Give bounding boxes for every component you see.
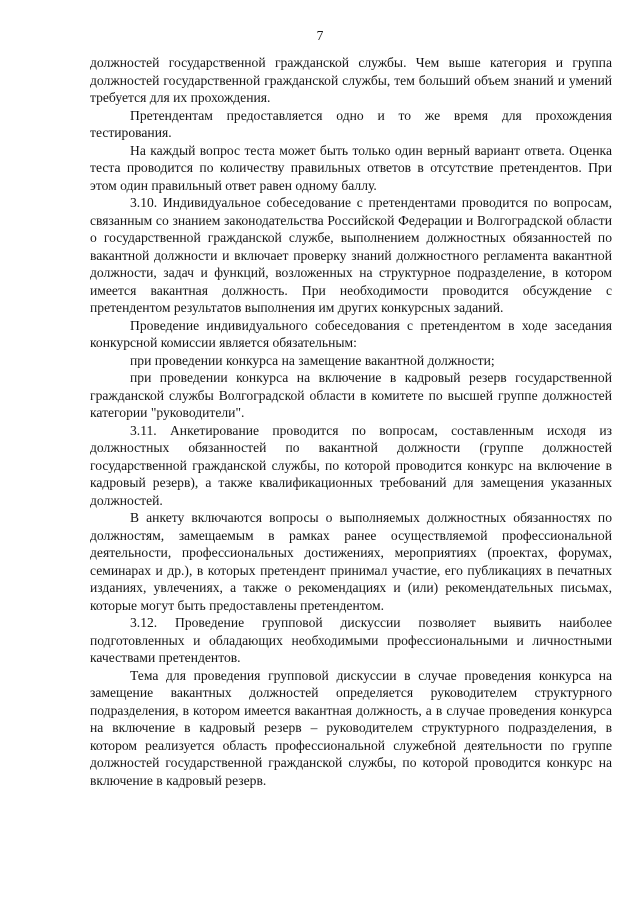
paragraph-discussion-topic: Тема для проведения групповой дискуссии в случае проведения конкурса на замещение вакантных должностей определяется руководителем структурного подразделения, в котором имеется вакантная должность, а в случае проведения конкурса на включение в кадровый резерв – руководителем структурного подразделения, в котором реализуется область профессиональной служебной деятельности по группе должностей государственной гражданской службы, по которой проводится конкурс на включение в кадровый резерв. (90, 667, 612, 788)
paragraph-testing-time: Претендентам предоставляется одно и то же время для прохождения тестирования. (90, 107, 612, 140)
paragraph-3-12-group-discussion: 3.12. Проведение групповой дискуссии позволяет выявить наиболее подготовленных и обладающих необходимыми профессиональными и личностными качествами претендентов. (90, 615, 612, 665)
paragraph-vacancy-case: при проведении конкурса на замещение вакантной должности; (130, 352, 495, 368)
page-number: 7 (316, 28, 324, 43)
paragraph-questionnaire-content: В анкету включаются вопросы о выполняемых должностных обязанностях по должностям, замещаемым в рамках ранее осуществляемой профессиональной деятельности, профессиональных достижениях, мероприятиях (проектах, форумах, семинарах и др.), в которых претендент принимал участие, его публикациях в печатных изданиях, увлечениях, а также о рекомендациях и (или) рекомендательных письмах, которые могут быть предоставлены претендентом. (90, 510, 612, 613)
paragraph-interview-mandatory: Проведение индивидуального собеседования с претендентом в ходе заседания конкурсной комиссии является обязательным: (90, 317, 612, 350)
document-body (90, 54, 612, 789)
paragraph-test-scoring: На каждый вопрос теста может быть только один верный вариант ответа. Оценка теста проводится по количеству правильных ответов в отсутствие претендентов. При этом один правильный ответ равен одному баллу. (90, 142, 612, 193)
paragraph-continuation: должностей государственной гражданской службы. Чем выше категория и группа должностей государственной гражданской службы, тем больший объем знаний и умений требуется для их прохождения. (90, 55, 612, 105)
paragraph-reserve-case: при проведении конкурса на включение в кадровый резерв государственной гражданской службы Волгоградской области в комитете по высшей группе должностей категории "руководители". (90, 370, 612, 420)
paragraph-3-10-interview: 3.10. Индивидуальное собеседование с претендентами проводится по вопросам, связанным со знанием законодательства Российской Федерации и Волгоградской области о государственной гражданской службе, выполнением должностных обязанностей по вакантной должности и включает проверку знаний должностного регламента вакантной должности, задач и функций, возложенных на структурное подразделение, в котором имеется вакантная должность. При необходимости проводится обсуждение с претендентом результатов выполнения им других конкурсных заданий. (90, 195, 612, 315)
paragraph-3-11-questionnaire: 3.11. Анкетирование проводится по вопросам, составленным исходя из должностных обязанностей по вакантной должности (группе должностей государственной гражданской службы, по которой проводится конкурс на включение в кадровый резерв), а также квалификационных требований для замещения указанных должностей. (90, 422, 612, 508)
